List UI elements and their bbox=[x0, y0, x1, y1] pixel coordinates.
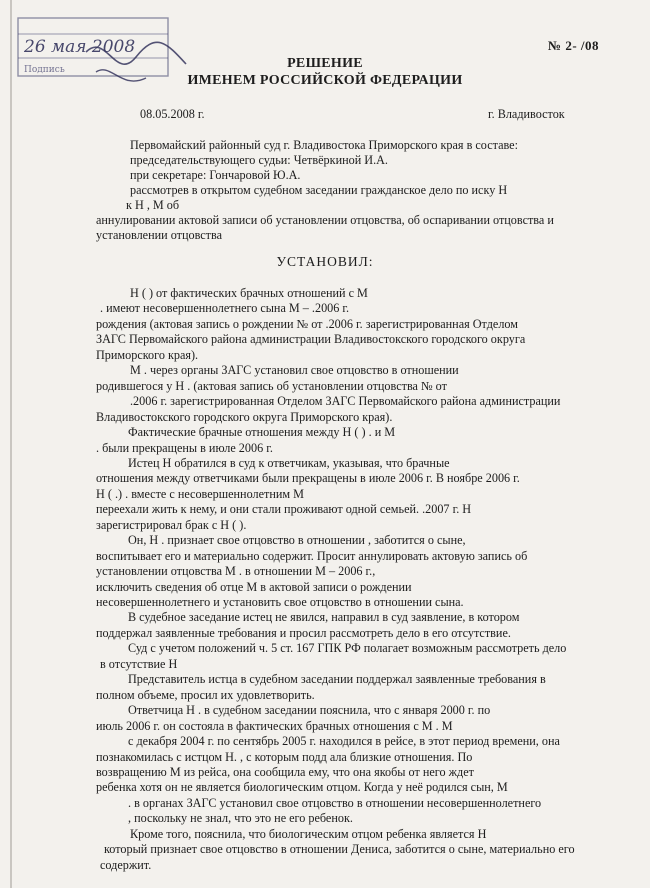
established-heading: УСТАНОВИЛ: bbox=[276, 254, 374, 269]
intro-line: Первомайский районный суд г. Владивостока Приморского края в составе: bbox=[130, 138, 518, 152]
body-line: , поскольку не знал, что это не его ребенок. bbox=[128, 811, 353, 825]
body-line: возвращению М из рейса, она сообщила ему, что она якобы от него ждет bbox=[96, 765, 474, 779]
intro-line: председательствующего судьи: Четвёркиной И.А. bbox=[130, 153, 388, 167]
decision-date: 08.05.2008 г. bbox=[140, 107, 205, 121]
body-line: в отсутствие Н bbox=[100, 657, 178, 671]
intro-line: установлении отцовства bbox=[96, 228, 222, 242]
body-line: Н ( .) . вместе с несовершеннолетним М bbox=[96, 487, 304, 501]
body-line: ЗАГС Первомайского района администрации Владивостокского городского округа bbox=[96, 332, 526, 346]
body-line: Приморского края). bbox=[96, 348, 199, 362]
body-line: . в органах ЗАГС установил свое отцовство в отношении несовершеннолетнего bbox=[128, 796, 542, 810]
body-line: ребенка хотя он не является биологическим отцом. Когда у неё родился сын, М bbox=[96, 780, 508, 794]
body-line: Суд с учетом положений ч. 5 ст. 167 ГПК РФ полагает возможным рассмотреть дело bbox=[128, 641, 567, 655]
decision-title: РЕШЕНИЕ bbox=[287, 56, 363, 71]
body-line: Кроме того, пояснила, что биологическим отцом ребенка является Н bbox=[130, 827, 487, 841]
body-line: . имеют несовершеннолетнего сына М – .2006 г. bbox=[100, 301, 350, 315]
body-line: . были прекращены в июле 2006 г. bbox=[96, 441, 273, 455]
intro-line: к Н , М об bbox=[126, 198, 180, 212]
body-line: .2006 г. зарегистрированная Отделом ЗАГС Первомайского района администрации bbox=[130, 394, 561, 408]
body-line: В судебное заседание истец не явился, направил в суд заявление, в котором bbox=[128, 610, 520, 624]
body-line: зарегистрировал брак с Н ( ). bbox=[96, 518, 247, 532]
intro-line: аннулировании актовой записи об установлении отцовства, об оспаривании отцовства и bbox=[96, 213, 554, 227]
body-line: Н ( ) от фактических брачных отношений с М bbox=[130, 286, 368, 300]
body-line: полном объеме, просил их удовлетворить. bbox=[96, 688, 315, 702]
body-line: установлении отцовства М . в отношении М – 2006 г., bbox=[96, 564, 376, 578]
body-line: с декабря 2004 г. по сентябрь 2005 г. находился в рейсе, в этот период времени, она bbox=[128, 734, 560, 748]
decision-subtitle: ИМЕНЕМ РОССИЙСКОЙ ФЕДЕРАЦИИ bbox=[187, 73, 463, 88]
body-line: воспитывает его и материально содержит. Просит аннулировать актовую запись об bbox=[96, 549, 528, 563]
stamp-word: Подпись bbox=[24, 65, 65, 75]
body-line: который признает свое отцовство в отношении Дениса, заботится о сыне, материально его bbox=[104, 842, 575, 856]
body-line: родившегося у Н . (актовая запись об установлении отцовства № от bbox=[96, 379, 447, 393]
decision-city: г. Владивосток bbox=[488, 107, 565, 121]
intro-line: рассмотрев в открытом судебном заседании гражданское дело по иску Н bbox=[130, 183, 508, 197]
body-line: поддержал заявленные требования и просил рассмотреть дело в его отсутствие. bbox=[96, 626, 511, 640]
scan-edge bbox=[10, 0, 12, 888]
case-number: № 2- /08 bbox=[548, 38, 600, 53]
body-line: Истец Н обратился в суд к ответчикам, указывая, что брачные bbox=[128, 456, 450, 470]
body-line: Он, Н . признает свое отцовство в отношении , заботится о сыне, bbox=[128, 533, 466, 547]
body-line: Владивостокского городского округа Приморского края). bbox=[96, 410, 393, 424]
body-line: познакомилась с истцом Н. , с которым подд ала близкие отношения. По bbox=[96, 750, 473, 764]
body-line: Фактические брачные отношения между Н ( ) . и М bbox=[128, 425, 396, 439]
body-line: рождения (актовая запись о рождении № от .2006 г. зарегистрированная Отделом bbox=[96, 317, 518, 331]
body-line: содержит. bbox=[100, 858, 152, 872]
body-line: переехали жить к нему, и они стали проживают одной семьей. .2007 г. Н bbox=[96, 502, 472, 516]
body-line: отношения между ответчиками были прекращены в июле 2006 г. В ноябре 2006 г. bbox=[96, 471, 520, 485]
body-line: Ответчица Н . в судебном заседании пояснила, что с января 2000 г. по bbox=[128, 703, 491, 717]
body-line: Представитель истца в судебном заседании поддержал заявленные требования в bbox=[128, 672, 546, 686]
body-line: несовершеннолетнего и установить свое отцовство в отношении сына. bbox=[96, 595, 464, 609]
body-line: М . через органы ЗАГС установил свое отцовство в отношении bbox=[130, 363, 459, 377]
body-line: июль 2006 г. он состояла в фактических брачных отношения с М . М bbox=[96, 719, 453, 733]
intro-line: при секретаре: Гончаровой Ю.А. bbox=[130, 168, 301, 182]
stamp-date: 26 мая 2008 bbox=[24, 37, 136, 57]
body-line: исключить сведения об отце М в актовой записи о рождении bbox=[96, 580, 412, 594]
